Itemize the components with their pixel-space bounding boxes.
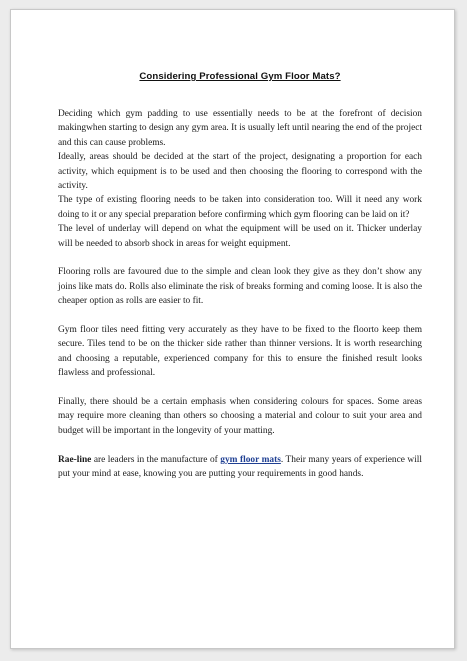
closing-text-before-link: are leaders in the manufacture of — [91, 454, 221, 465]
paragraph-floor-tiles: Gym floor tiles need fitting very accurately as they have to be fixed to the floorto keep them secure. Tiles tend to be on the thicker side rather than thinner versions. It is worth researching and choosing a reputable, experienced company for this to ensure the finished result looks flawless and professional. — [58, 325, 422, 379]
document-body — [58, 107, 422, 482]
paragraph-areas: Ideally, areas should be decided at the start of the project, designating a proportion for each activity, which equipment is to be used and then choosing the flooring to correspond with the activity. — [58, 152, 422, 192]
paragraph-flooring-rolls: Flooring rolls are favoured due to the simple and clean look they give as they don’t show any joins like mats do. Rolls also eliminate the risk of breaks forming and coming loose. It is also the cheaper option as rolls are easier to fit. — [58, 267, 423, 307]
paragraph-existing-flooring: The type of existing flooring needs to be taken into consideration too. Will it need any work doing to it or any special preparation before confirming which gym flooring can be laid on it? — [58, 195, 422, 220]
paragraph-spacer — [58, 309, 422, 323]
closing-text-after-link: . Their many years of experience will put your mind at ease, knowing you are putting your requirements in good hands. — [58, 454, 423, 480]
paragraph-spacer — [58, 438, 422, 452]
paragraph-closing — [58, 453, 422, 482]
document-content — [58, 71, 422, 482]
paragraph-spacer — [58, 381, 422, 395]
paragraph-colours: Finally, there should be a certain emphasis when considering colours for spaces. Some areas may require more cleaning than others so choosing a material and colour to suit your area and budget will be important in the longevity of your matting. — [58, 397, 422, 436]
paragraph-underlay: The level of underlay will depend on what the equipment will be used on it. Thicker underlay will be needed to absorb shock in areas for weight equipment. — [58, 224, 422, 249]
paragraph-spacer — [58, 251, 422, 265]
gym-floor-mats-link[interactable]: gym floor mats — [220, 454, 281, 465]
paragraph-padding: Deciding which gym padding to use essentially needs to be at the forefront of decision makingwhen starting to design any gym area. It is usually left until nearing the end of the project and this can cause problems. — [58, 109, 422, 148]
document-title: Considering Professional Gym Floor Mats? — [139, 71, 341, 82]
brand-name: Rae-line — [58, 454, 92, 465]
document-page — [10, 9, 455, 649]
